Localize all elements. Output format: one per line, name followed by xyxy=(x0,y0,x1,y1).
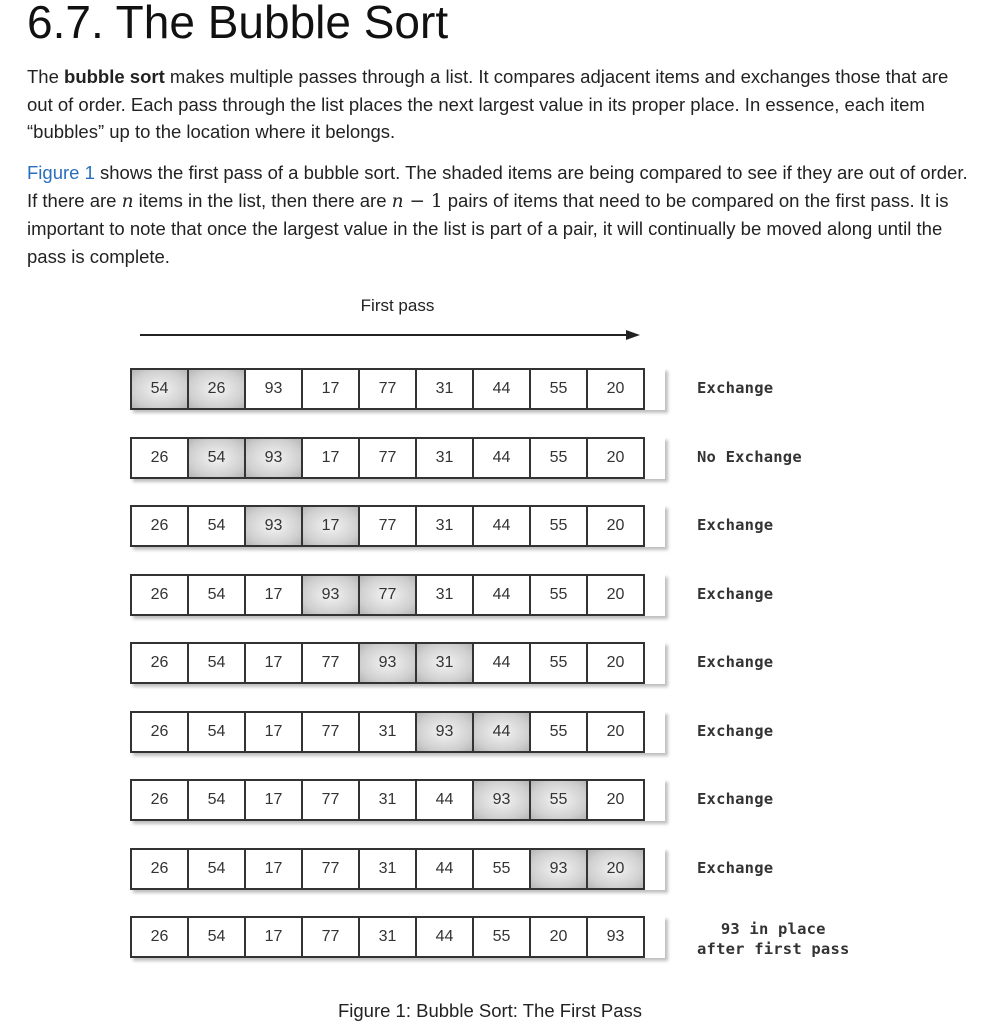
list-cell: 54 xyxy=(187,848,246,890)
action-label: Exchange xyxy=(697,722,774,740)
desc-b: items in the list, then there are xyxy=(133,189,392,211)
list-cell: 44 xyxy=(415,779,474,821)
list-cell: 26 xyxy=(130,779,189,821)
list-cell: 17 xyxy=(244,711,303,753)
pass-direction-arrow-icon xyxy=(140,328,645,342)
list-cell: 55 xyxy=(529,779,588,821)
list-cell: 26 xyxy=(130,437,189,479)
list-cell: 17 xyxy=(244,642,303,684)
figure-caption: Figure 1: Bubble Sort: The First Pass xyxy=(337,1000,642,1021)
list-cell: 93 xyxy=(529,848,588,890)
list-cell: 17 xyxy=(244,848,303,890)
list-cell: 26 xyxy=(130,642,189,684)
action-label: Exchange xyxy=(697,516,774,534)
pass-row xyxy=(130,368,665,410)
list-cell: 44 xyxy=(415,916,474,958)
list-cell: 17 xyxy=(301,437,360,479)
list-cell: 17 xyxy=(301,505,360,547)
bubble-sort-term: bubble sort xyxy=(64,66,165,87)
list-cell: 44 xyxy=(472,574,531,616)
action-label: Exchange xyxy=(697,585,774,603)
list-cell: 55 xyxy=(472,848,531,890)
list-cell: 31 xyxy=(415,437,474,479)
list-cell: 55 xyxy=(529,437,588,479)
math-n-2: n xyxy=(391,190,404,212)
list-cell: 55 xyxy=(529,642,588,684)
list-cell: 20 xyxy=(529,916,588,958)
action-label: Exchange xyxy=(697,859,774,877)
list-cell: 20 xyxy=(586,368,645,410)
list-cell: 93 xyxy=(415,711,474,753)
list-cell: 93 xyxy=(358,642,417,684)
desc-c: pairs of items that need to be compared on the first pass. It is important to note that once the largest value in the list is part of a pair, it will continually be moved along until the pass is complete. xyxy=(27,189,949,267)
list-cell: 54 xyxy=(187,916,246,958)
action-label: Exchange xyxy=(697,653,774,671)
list-cell: 31 xyxy=(358,916,417,958)
list-cell: 26 xyxy=(130,505,189,547)
list-cell: 77 xyxy=(301,779,360,821)
list-cell: 54 xyxy=(187,437,246,479)
list-cell: 77 xyxy=(301,848,360,890)
list-cell: 44 xyxy=(472,368,531,410)
result-label: 93 in place after first pass xyxy=(697,920,850,958)
list-cell: 77 xyxy=(358,574,417,616)
list-cell: 93 xyxy=(244,368,303,410)
list-cell: 55 xyxy=(529,368,588,410)
list-cell: 31 xyxy=(358,779,417,821)
list-cell: 17 xyxy=(301,368,360,410)
list-cell: 31 xyxy=(358,848,417,890)
list-cell: 31 xyxy=(415,574,474,616)
list-cell: 20 xyxy=(586,642,645,684)
list-cell: 77 xyxy=(301,916,360,958)
list-cell: 93 xyxy=(244,505,303,547)
pass-row xyxy=(130,711,665,753)
intro-paragraph xyxy=(27,63,972,146)
list-cell: 17 xyxy=(244,574,303,616)
list-cell: 26 xyxy=(130,574,189,616)
desc-a: shows the first pass of a bubble sort. The shaded items are being compared to see if they are out of order. If there are xyxy=(27,162,968,211)
list-cell: 20 xyxy=(586,848,645,890)
list-cell: 31 xyxy=(358,711,417,753)
list-cell: 20 xyxy=(586,437,645,479)
page-title: 6.7. The Bubble Sort xyxy=(27,0,449,48)
list-cell: 55 xyxy=(529,574,588,616)
list-cell: 54 xyxy=(130,368,189,410)
list-cell: 44 xyxy=(472,711,531,753)
list-cell: 54 xyxy=(187,642,246,684)
list-cell: 77 xyxy=(358,368,417,410)
action-label: Exchange xyxy=(697,790,774,808)
list-cell: 26 xyxy=(130,711,189,753)
pass-row xyxy=(130,916,665,958)
list-cell: 26 xyxy=(130,848,189,890)
list-cell: 54 xyxy=(187,574,246,616)
list-cell: 55 xyxy=(529,711,588,753)
list-cell: 31 xyxy=(415,505,474,547)
list-cell: 20 xyxy=(586,779,645,821)
list-cell: 93 xyxy=(586,916,645,958)
list-cell: 44 xyxy=(472,642,531,684)
list-cell: 77 xyxy=(301,711,360,753)
list-cell: 93 xyxy=(472,779,531,821)
list-cell: 93 xyxy=(244,437,303,479)
list-cell: 54 xyxy=(187,711,246,753)
list-cell: 55 xyxy=(472,916,531,958)
list-cell: 77 xyxy=(301,642,360,684)
first-pass-label: First pass xyxy=(360,296,435,315)
list-cell: 20 xyxy=(586,711,645,753)
figure-1-link[interactable]: Figure 1 xyxy=(27,162,95,183)
list-cell: 54 xyxy=(187,505,246,547)
list-cell: 17 xyxy=(244,916,303,958)
pass-row xyxy=(130,848,665,890)
list-cell: 31 xyxy=(415,642,474,684)
list-cell: 20 xyxy=(586,574,645,616)
list-cell: 93 xyxy=(301,574,360,616)
list-cell: 77 xyxy=(358,437,417,479)
list-cell: 17 xyxy=(244,779,303,821)
list-cell: 31 xyxy=(415,368,474,410)
intro-rest: makes multiple passes through a list. It compares adjacent items and exchanges those that are out of order. Each pass through the list places the next largest value in its proper place. In essence, each item “bubbles” up to the location where it belongs. xyxy=(27,66,949,142)
pass-row xyxy=(130,437,665,479)
list-cell: 44 xyxy=(415,848,474,890)
list-cell: 44 xyxy=(472,437,531,479)
pass-row xyxy=(130,574,665,616)
list-cell: 20 xyxy=(586,505,645,547)
intro-text: The xyxy=(27,66,65,87)
math-n: n xyxy=(121,190,134,212)
action-label: No Exchange xyxy=(697,448,802,466)
list-cell: 26 xyxy=(130,916,189,958)
list-cell: 26 xyxy=(187,368,246,410)
pass-row xyxy=(130,779,665,821)
action-label: Exchange xyxy=(697,379,774,397)
math-minus-one: − 1 xyxy=(403,190,443,212)
list-cell: 44 xyxy=(472,505,531,547)
pass-row xyxy=(130,505,665,547)
bubble-sort-figure xyxy=(0,280,992,1024)
figure-description-paragraph xyxy=(27,159,972,270)
list-cell: 54 xyxy=(187,779,246,821)
list-cell: 77 xyxy=(358,505,417,547)
list-cell: 55 xyxy=(529,505,588,547)
pass-row xyxy=(130,642,665,684)
